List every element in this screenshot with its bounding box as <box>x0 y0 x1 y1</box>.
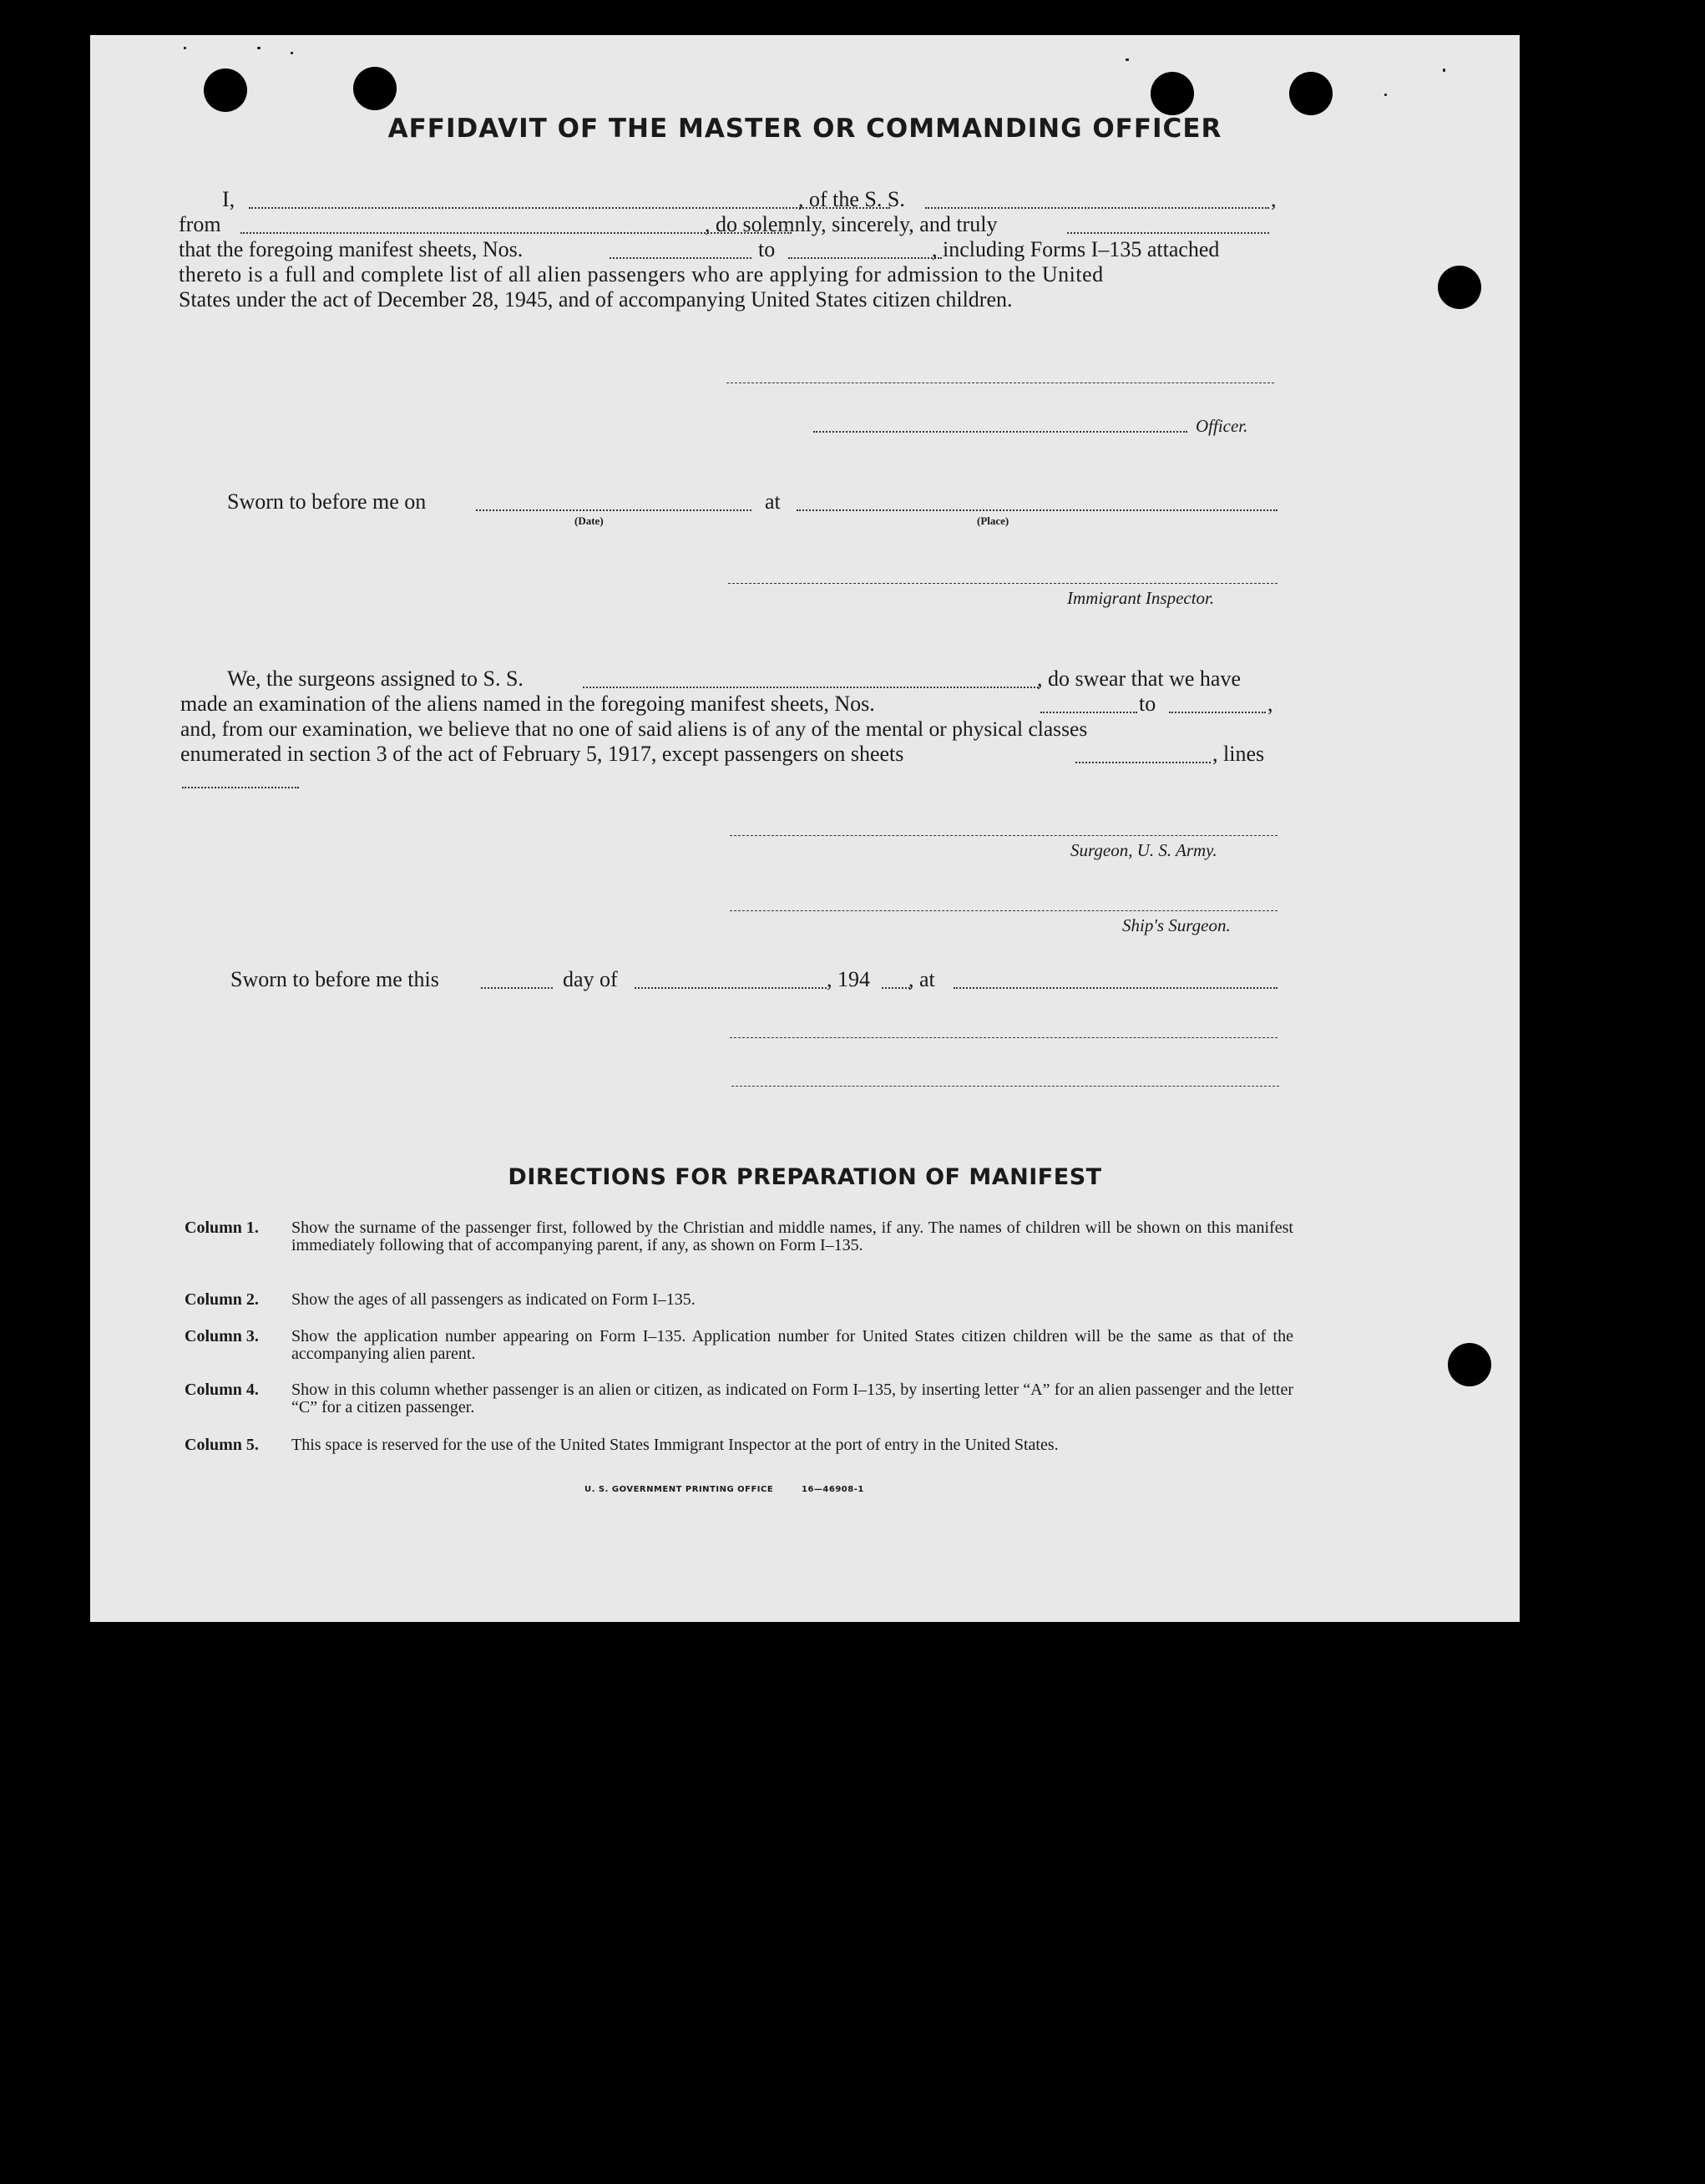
direction-item <box>185 1219 1295 1278</box>
direction-item <box>185 1381 1295 1423</box>
affidavit-i: I, <box>222 187 235 211</box>
sworn-before-me-this: Sworn to before me this <box>230 967 439 991</box>
surgeon-ship-field[interactable] <box>583 687 1039 688</box>
sheet-from-field[interactable] <box>610 257 751 259</box>
surgeon-sheet-to-field[interactable] <box>1169 712 1266 713</box>
inspector-label: Immigrant Inspector. <box>1067 588 1215 608</box>
sheet-to-field[interactable] <box>788 257 942 259</box>
place-label: (Place) <box>977 514 1009 527</box>
date-label: (Date) <box>574 514 604 527</box>
punch-hole <box>353 67 397 110</box>
sworn-before-me-on: Sworn to before me on <box>227 489 427 514</box>
punch-hole <box>1438 266 1481 309</box>
ship-surgeon-signature-field[interactable] <box>730 910 1277 911</box>
direction-text: This space is reserved for the use of the United States Immigrant Inspector at the port of entry in the United States. <box>291 1436 1059 1454</box>
inspector-signature-field[interactable] <box>728 583 1277 584</box>
excepted-lines-field[interactable] <box>182 787 299 788</box>
officer-label: Officer. <box>1196 416 1248 436</box>
directions-title: DIRECTIONS FOR PREPARATION OF MANIFEST <box>508 1164 1102 1190</box>
affidavit-text-4: thereto is a full and complete list of all alien passengers who are applying for admission to the United <box>179 262 1104 286</box>
affidavit-from: from <box>179 212 221 236</box>
affidavit-text-5: States under the act of December 28, 1945, and of accompanying United States citizen children. <box>179 287 1013 312</box>
affidavit-sheets: that the foregoing manifest sheets, Nos. <box>179 237 524 261</box>
punch-hole <box>1289 72 1333 115</box>
punch-hole <box>1151 72 1194 115</box>
punch-hole <box>1448 1343 1491 1386</box>
form-sheet: AFFIDAVIT OF THE MASTER OR COMMANDING OFFICER I, , of the S. S. , from , do solemnly, sincerely, and truly that the foregoing manifest sheets, Nos. to , including Forms I–135 attached thereto is a full and complete list of all alien passengers who are applying for admission to the United States under the act of December 28, 1945, and of accompanying United States citizen children. Officer. Sworn to before me on (Date) at (Place) Immigrant Inspector. We, the surgeons assigned to S. S. , do swear that we have made an examination of the aliens named in the foregoing manifest sheets, Nos. to , and, from our examination, we believe that no one of said aliens is of any of the mental or physical classes enumerated in section 3 of the act of February 5, 1917, except passengers on sheets , lines Surgeon, U. S. Army. Ship's Surgeon. Sworn to before me this day of , 194 , at DIRECTIONS FOR PREPARATION OF MANIFEST Column 1. Show the surname of the passenger first, followed by the Christian and middle names, if any. The names of children will be shown on this manifest immediately following that of accompanying parent, if any, as shown on Form I–135. Column 2. Show the ages of all passengers as indicated on Form I–135. Column 3. Show the application number appearing on Form I–135. Application number for United States citizen children will be the same as that of the accompanying alien parent. Column 4. Show in this column whether passenger is an alien or citizen, as indicated on Form I–135, by inserting letter “A” for an alien passenger and the letter “C” for a citizen passenger. Column 5. This space is reserved for the use of the United States Immigrant Inspector at the port of entry in the United States. U. S. GOVERNMENT PRINTING OFFICE 16—46908-1 <box>90 35 1520 1622</box>
army-surgeon-signature-field[interactable] <box>730 835 1277 836</box>
direction-label: Column 5. <box>185 1436 259 1454</box>
sworn-day-field[interactable] <box>481 987 553 989</box>
master-name-field[interactable] <box>249 207 890 209</box>
affidavit-solemnly: , do solemnly, sincerely, and truly <box>705 212 998 236</box>
direction-item <box>185 1328 1295 1370</box>
direction-text: Show the ages of all passengers as indicated on Form I–135. <box>291 1290 696 1309</box>
direction-label: Column 3. <box>185 1327 259 1345</box>
excepted-sheets-field[interactable] <box>1075 762 1211 763</box>
direction-text: Show the application number appearing on Form I–135. Application number for United States citizen children will be the same as that of the accompanying alien parent. <box>291 1327 1293 1363</box>
affidavit-of-ss: , of the S. S. <box>798 187 905 211</box>
officer-signature-field[interactable] <box>813 431 1187 433</box>
direction-label: Column 4. <box>185 1381 259 1399</box>
direction-item <box>185 1437 1295 1478</box>
surgeons-examination: made an examination of the aliens named in the foregoing manifest sheets, Nos. <box>180 692 875 716</box>
declaration-field[interactable] <box>1067 232 1269 234</box>
sworn-place-field-2[interactable] <box>954 987 1277 989</box>
direction-label: Column 2. <box>185 1290 259 1309</box>
ship-surgeon-label: Ship's Surgeon. <box>1122 915 1231 935</box>
sworn-date-field[interactable] <box>476 509 751 511</box>
sworn-place-field[interactable] <box>797 509 1277 511</box>
sworn-signature-field[interactable] <box>730 1037 1277 1038</box>
direction-text: Show the surname of the passenger first, followed by the Christian and middle names, if any. The names of children will be shown on this manifest immediately following that of accompanying parent, if any, as shown on Form I–135. <box>291 1219 1293 1254</box>
ship-name-field[interactable] <box>925 207 1269 209</box>
surgeons-text-3: and, from our examination, we believe that no one of said aliens is of any of the mental or physical classes <box>180 717 1088 741</box>
surgeon-sheet-from-field[interactable] <box>1040 712 1137 713</box>
sworn-title-field[interactable] <box>731 1086 1279 1087</box>
form-code: 16—46908-1 <box>802 1485 864 1494</box>
direction-item <box>185 1291 1295 1316</box>
surgeons-assigned: We, the surgeons assigned to S. S. <box>227 666 524 691</box>
affidavit-title: AFFIDAVIT OF THE MASTER OR COMMANDING OFFICER <box>387 114 1222 144</box>
direction-text: Show in this column whether passenger is an alien or citizen, as indicated on Form I–135, by inserting letter “A” for an alien passenger and the letter “C” for a citizen passenger. <box>291 1381 1293 1416</box>
punch-hole <box>204 68 247 112</box>
direction-label: Column 1. <box>185 1219 259 1237</box>
army-surgeon-label: Surgeon, U. S. Army. <box>1070 840 1217 860</box>
surgeons-text-4: enumerated in section 3 of the act of February 5, 1917, except passengers on sheets <box>180 742 904 766</box>
sworn-year-field[interactable] <box>882 987 910 989</box>
printer-imprint: U. S. GOVERNMENT PRINTING OFFICE <box>584 1485 774 1494</box>
sworn-month-field[interactable] <box>635 987 827 989</box>
